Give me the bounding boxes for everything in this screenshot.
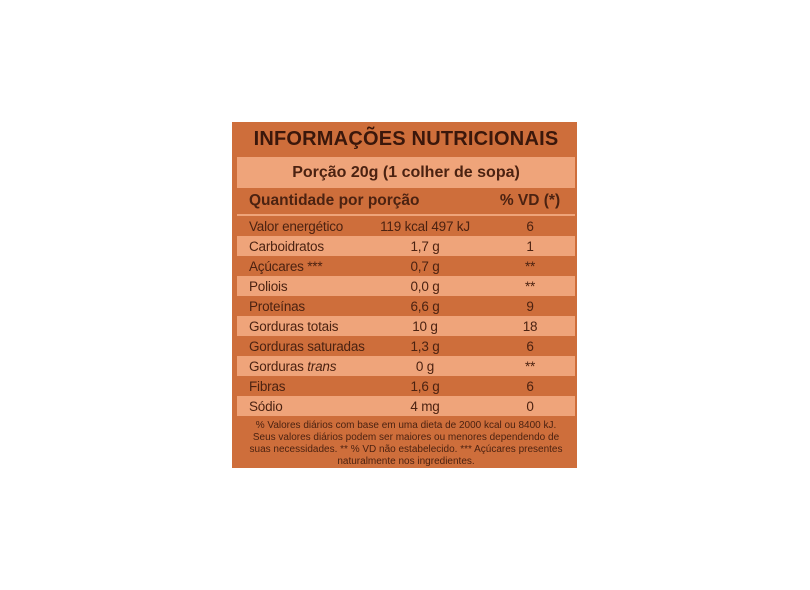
nutrient-dv: 6 bbox=[526, 338, 534, 354]
footnote-line: Seus valores diários podem ser maiores ou menores dependendo de bbox=[252, 432, 560, 443]
nutrient-dv: 6 bbox=[526, 378, 534, 394]
nutrient-dv: 1 bbox=[526, 238, 534, 254]
nutrient-amount: 119 kcal 497 kJ bbox=[380, 218, 470, 234]
nutrient-name: Gorduras saturadas bbox=[249, 338, 365, 354]
nutrient-dv: 6 bbox=[526, 218, 534, 234]
nutrient-row bbox=[237, 216, 575, 236]
nutrient-name: Valor energético bbox=[249, 218, 344, 234]
nutrient-amount: 0 g bbox=[415, 358, 435, 374]
column-headers bbox=[237, 188, 575, 216]
nutrient-dv: ** bbox=[524, 258, 536, 274]
nutrient-name: Fibras bbox=[249, 378, 286, 394]
nutrient-amount: 1,7 g bbox=[410, 238, 440, 254]
nutrient-row bbox=[237, 396, 575, 416]
nutrient-name: Sódio bbox=[249, 398, 283, 414]
column-header-quantity: Quantidade por porção bbox=[249, 192, 420, 209]
nutrient-amount: 4 mg bbox=[410, 398, 440, 414]
nutrient-row bbox=[237, 376, 575, 396]
nutrient-amount: 1,3 g bbox=[410, 338, 440, 354]
nutrient-dv: ** bbox=[524, 358, 536, 374]
nutrient-dv: 9 bbox=[526, 298, 534, 314]
nutrient-row bbox=[237, 296, 575, 316]
column-header-dv: % VD (*) bbox=[499, 192, 561, 209]
nutrient-name: Carboidratos bbox=[249, 238, 324, 254]
nutrient-row bbox=[237, 276, 575, 296]
serving-size: Porção 20g (1 colher de sopa) bbox=[237, 157, 575, 188]
nutrient-row bbox=[237, 356, 575, 376]
nutrition-title: INFORMAÇÕES NUTRICIONAIS bbox=[253, 128, 559, 150]
nutrient-row bbox=[237, 256, 575, 276]
nutrient-dv: 0 bbox=[526, 398, 534, 414]
nutrient-amount: 6,6 g bbox=[410, 298, 440, 314]
nutrient-name: Gorduras totais bbox=[249, 318, 339, 334]
nutrient-name: Gorduras trans bbox=[249, 358, 337, 374]
nutrient-amount: 0,7 g bbox=[410, 258, 440, 274]
nutrient-amount: 0,0 g bbox=[410, 278, 440, 294]
nutrient-dv: ** bbox=[524, 278, 536, 294]
nutrient-amount: 1,6 g bbox=[410, 378, 440, 394]
nutrient-name: Açúcares *** bbox=[249, 258, 323, 274]
nutrient-amount: 10 g bbox=[412, 318, 438, 334]
footnote-line: suas necessidades. ** % VD não estabelecido. *** Açúcares presentes bbox=[249, 444, 563, 455]
nutrient-row bbox=[237, 336, 575, 356]
nutrient-row bbox=[237, 236, 575, 256]
footnote-line: % Valores diários com base em uma dieta de 2000 kcal ou 8400 kJ. bbox=[255, 420, 557, 431]
footnote bbox=[237, 416, 575, 468]
nutrient-dv: 18 bbox=[522, 318, 538, 334]
nutrient-name: Poliois bbox=[249, 278, 288, 294]
footnote-line: naturalmente nos ingredientes. bbox=[337, 456, 475, 467]
nutrient-rows bbox=[237, 216, 575, 416]
nutrient-row bbox=[237, 316, 575, 336]
nutrient-name: Proteínas bbox=[249, 298, 305, 314]
nutrition-label bbox=[232, 122, 577, 468]
